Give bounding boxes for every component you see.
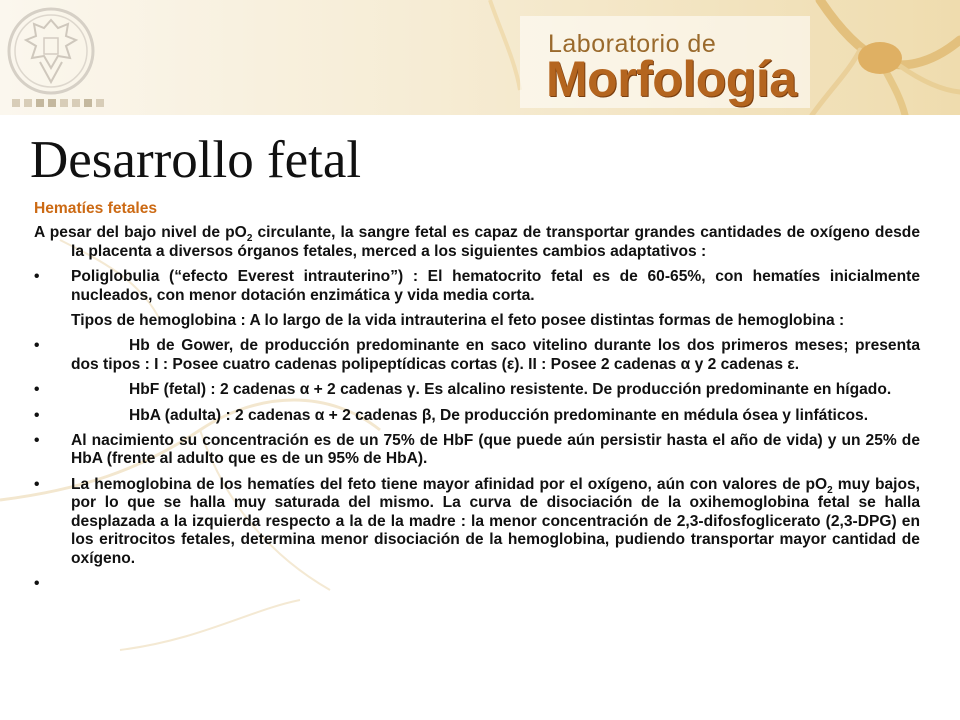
list-item-empty xyxy=(34,575,920,593)
neuron-illustration-icon xyxy=(0,0,960,115)
list-item-gower: • Hb de Gower, de producción predominante en saco vitelino durante los dos primeros meses; presenta dos tipos : I : Posee cuatro cadenas polipeptídicas cortas (ε). II : Posee 2 cadenas α y 2 cadenas ε. xyxy=(34,337,920,373)
bullet-icon: • xyxy=(34,406,40,424)
bullet-icon: • xyxy=(34,432,40,450)
bullet-icon: • xyxy=(34,475,40,493)
content-body xyxy=(34,200,920,600)
header-banner xyxy=(0,0,960,115)
list-item-afinidad: • La hemoglobina de los hematíes del feto tiene mayor afinidad por el oxígeno, aún con valores de $pO_2$ muy bajos, por lo que se halla muy saturada del mismo. La curva de disociación de la oxihemoglobina fetal se halla desplazada a la izquierda respecto a la de la madre : la menor concentración de 2,3-difosfoglicerato (2,3-DPG) en los eritrocitos fetales, determina menor disociación de la hemoglobina, pudiendo transportar mayor cantidad de oxígeno. xyxy=(34,475,921,567)
lab-logo-line2: Morfología xyxy=(546,51,797,107)
section-subtitle: Hematíes fetales xyxy=(34,200,158,217)
bullet-icon: • xyxy=(34,574,40,592)
list-item-hba: • HbA (adulta) : 2 cadenas α + 2 cadenas β, De producción predominante en médula ósea y linfáticos. xyxy=(34,406,869,424)
lab-logo-line1: Laboratorio de xyxy=(548,30,717,58)
list-item-hbf: • HbF (fetal) : 2 cadenas α + 2 cadenas γ. Es alcalino resistente. De producción predominante en hígado. xyxy=(34,381,892,399)
list-item-poliglobulia: • Poliglobulia (“efecto Everest intrauterino”) : El hematocrito fetal es de 60-65%, con hematíes inicialmente nucleados, con menor dotación enzimática y vida media corta. xyxy=(34,268,920,304)
list-item-tipos: Tipos de hemoglobina : A lo largo de la vida intrauterina el feto posee distintas formas de hemoglobina : xyxy=(71,312,845,330)
intro-paragraph: A pesar del bajo nivel de $pO_2$ circulante, la sangre fetal es capaz de transportar grandes cantidades de oxígeno desde la placenta a diversos órganos fetales, merced a los siguientes cambios adaptativos : xyxy=(34,224,920,260)
bullet-icon: • xyxy=(34,381,40,399)
bullet-icon: • xyxy=(34,337,40,355)
bullet-icon: • xyxy=(34,268,40,286)
list-item-nacimiento: • Al nacimiento su concentración es de un 75% de HbF (que puede aún persistir hasta el año de vida) y un 25% de HbA (frente al adulto que es de un 95% de HbA). xyxy=(34,432,920,468)
page-title: Desarrollo fetal xyxy=(30,131,362,189)
